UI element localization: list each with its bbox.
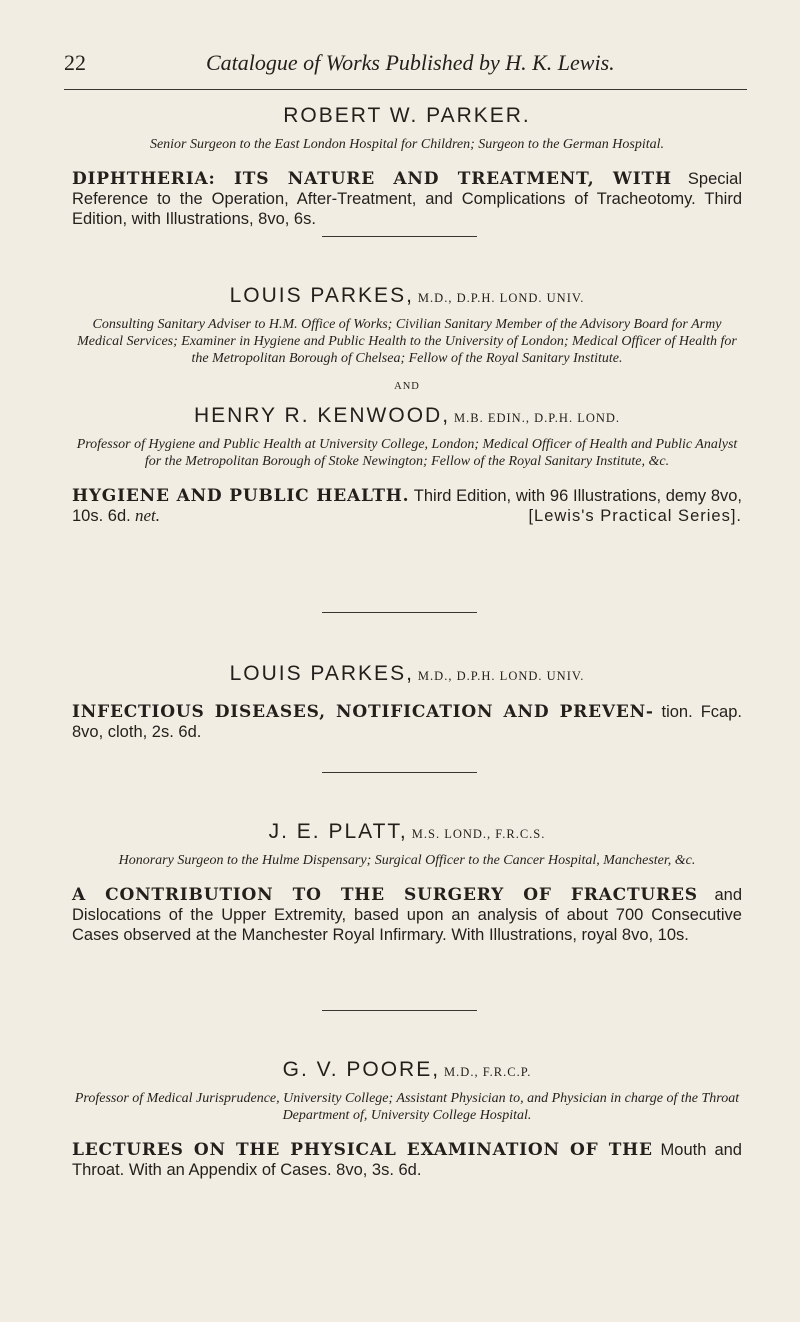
author-degrees: M.D., D.P.H. LOND. UNIV. bbox=[417, 291, 585, 305]
author-name-text: LOUIS PARKES, bbox=[229, 284, 414, 307]
work-description: Mouth and Throat. With an Appendix of Cases. 8vo, 3s. 6d. bbox=[72, 1141, 742, 1179]
author-credentials: Senior Surgeon to the East London Hospital for Children; Surgeon to the German Hospital. bbox=[149, 137, 665, 152]
coauthor-name bbox=[72, 404, 742, 428]
work-description: tion. Fcap. 8vo, cloth, 2s. 6d. bbox=[72, 703, 742, 741]
author-name bbox=[72, 1058, 742, 1082]
author-name-text: J. E. PLATT, bbox=[268, 820, 408, 843]
author-name-text: ROBERT W. PARKER. bbox=[283, 104, 531, 127]
author-name bbox=[72, 662, 742, 686]
work-entry bbox=[72, 885, 742, 945]
author-credentials: Honorary Surgeon to the Hulme Dispensary; Surgical Officer to the Cancer Hospital, Manchester, &c. bbox=[118, 853, 696, 868]
work-description: and Dislocations of the Upper Extremity, based upon an analysis of about 700 Consecutive Cases observed at the Manchester Royal Infirmary. With Illustrations, royal 8vo, 10s. bbox=[72, 886, 742, 944]
section-divider bbox=[322, 1010, 477, 1011]
header-rule bbox=[64, 89, 747, 90]
coauthor-credentials: Professor of Hygiene and Public Health at University College, London; Medical Officer of Health and Public Analyst for the Metropolitan Borough of Stoke Newington; Fellow of the Royal Sanitary Institute, &c. bbox=[76, 437, 738, 469]
section-divider bbox=[322, 612, 477, 613]
entry-parker bbox=[72, 104, 742, 229]
author-name-text: G. V. POORE, bbox=[282, 1058, 441, 1081]
coauthor-degrees: M.B. EDIN., D.P.H. LOND. bbox=[454, 411, 621, 425]
running-title-text: Catalogue of Works Published by bbox=[206, 50, 500, 75]
entry-parkes-kenwood bbox=[72, 284, 742, 526]
section-divider bbox=[322, 236, 477, 237]
work-entry bbox=[72, 1140, 742, 1180]
work-entry bbox=[72, 702, 742, 742]
and-conjunction: AND bbox=[394, 381, 420, 392]
work-title: LECTURES ON THE PHYSICAL EXAMINATION OF THE bbox=[72, 1140, 653, 1160]
author-credentials: Professor of Medical Jurisprudence, University College; Assistant Physician to, and Physician in charge of the Throat Department of, University College Hospital. bbox=[74, 1091, 740, 1123]
work-description: Third Edition, with 96 Illustrations, demy 8vo, 10s. 6d. bbox=[72, 487, 743, 525]
work-entry bbox=[72, 169, 742, 229]
work-title: DIPHTHERIA: ITS NATURE AND TREATMENT, WITH bbox=[72, 169, 672, 189]
author-degrees: M.D., F.R.C.P. bbox=[444, 1065, 532, 1079]
running-title-publisher: H. K. Lewis. bbox=[505, 50, 615, 75]
author-name bbox=[72, 104, 742, 128]
work-title: A CONTRIBUTION TO THE SURGERY OF FRACTURES bbox=[72, 885, 698, 905]
author-credentials: Consulting Sanitary Adviser to H.M. Office of Works; Civilian Sanitary Member of the Advisory Board for Army Medical Services; Examiner in Hygiene and Public Health to the University of London; Medical Officer of Health for the Metropolitan Borough of Chelsea; Fellow of the Royal Sanitary Institute. bbox=[77, 317, 737, 366]
work-description: Special Reference to the Operation, After-Treatment, and Complications of Tracheotomy. Third Edition, with Illustrations, 8vo, 6s. bbox=[72, 170, 743, 228]
author-name bbox=[72, 284, 742, 308]
work-title: INFECTIOUS DISEASES, NOTIFICATION AND PREVEN- bbox=[72, 702, 654, 722]
series-name: [Lewis's Practical Series]. bbox=[528, 507, 742, 525]
page-number: 22 bbox=[64, 50, 86, 75]
section-divider bbox=[322, 772, 477, 773]
author-degrees: M.S. LOND., F.R.C.S. bbox=[411, 827, 546, 841]
entry-poore bbox=[72, 1058, 742, 1180]
author-name bbox=[72, 820, 742, 844]
coauthor-name-text: HENRY R. KENWOOD, bbox=[193, 404, 451, 427]
running-title bbox=[206, 50, 615, 76]
net-price-note: net. bbox=[134, 506, 160, 525]
author-degrees: M.D., D.P.H. LOND. UNIV. bbox=[417, 669, 585, 683]
entry-parkes-infectious bbox=[72, 662, 742, 742]
work-entry bbox=[72, 486, 742, 526]
work-title: HYGIENE AND PUBLIC HEALTH. bbox=[72, 486, 410, 506]
entry-platt bbox=[72, 820, 742, 945]
author-name-text: LOUIS PARKES, bbox=[229, 662, 414, 685]
page-header bbox=[64, 48, 747, 82]
